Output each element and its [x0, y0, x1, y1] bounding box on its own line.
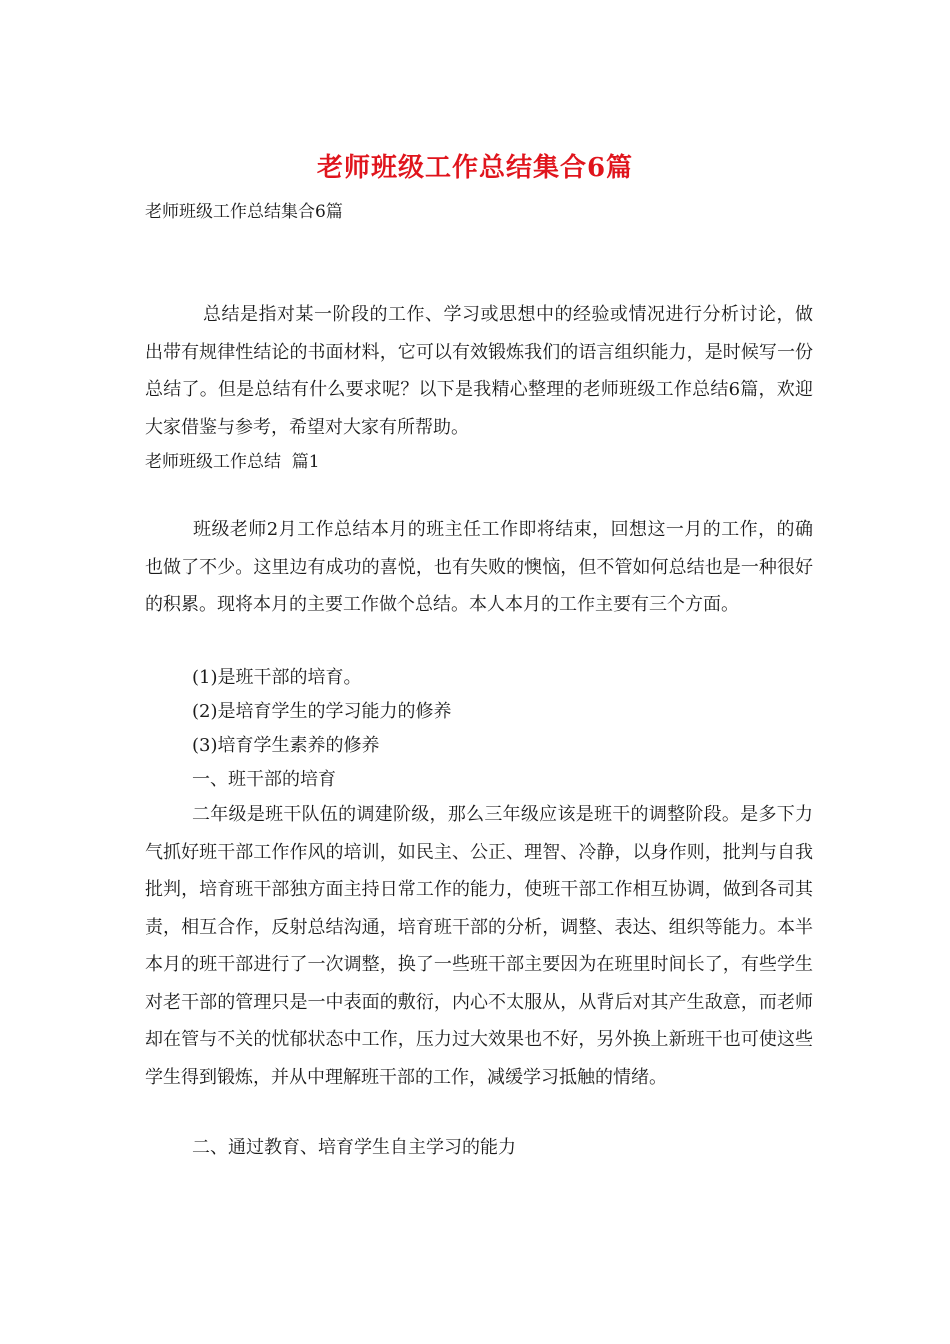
- section-heading: 二、通过教育、培育学生自主学习的能力: [192, 1137, 516, 1158]
- section1-intro-paragraph: 班级老师2月工作总结本月的班主任工作即将结束，回想这一月的工作，的确也做了不少。这里边有成功的喜悦，也有失败的懊恼，但不管如何总结也是一种很好的积累。现将本月的主要工作做个总结。本人本月的工作主要有三个方面。: [145, 519, 813, 615]
- list-item: (2)是培育学生的学习能力的修养: [192, 701, 452, 722]
- section-body-paragraph: 二年级是班干队伍的调建阶级，那么三年级应该是班干的调整阶段。是多下力气抓好班干部工作作风的培训，如民主、公正、理智、冷静，以身作则，批判与自我批判，培育班干部独方面主持日常工作的能力，使班干部工作相互协调，做到各司其责，相互合作，反射总结沟通，培育班干部的分析，调整、表达、组织等能力。本半本月的班干部进行了一次调整，换了一些班干部主要因为在班里时间长了，有些学生对老干部的管理只是一中表面的敷衍，内心不太服从，从背后对其产生敌意，而老师却在管与不关的忧郁状态中工作，压力过大效果也不好，另外换上新班干也可使这些学生得到锻炼，并从中理解班干部的工作，减缓学习抵触的情绪。: [145, 804, 813, 1088]
- list-item: (1)是班干部的培育。: [192, 667, 362, 688]
- document-title: 老师班级工作总结集合6篇: [316, 153, 634, 183]
- section-heading: 一、班干部的培育: [192, 769, 336, 790]
- section-label: 老师班级工作总结 篇1: [145, 452, 320, 472]
- document-subtitle: 老师班级工作总结集合6篇: [145, 202, 343, 222]
- intro-paragraph: 总结是指对某一阶段的工作、学习或思想中的经验或情况进行分析讨论，做出带有规律性结论的书面材料，它可以有效锻炼我们的语言组织能力，是时候写一份总结了。但是总结有什么要求呢？以下是我精心整理的老师班级工作总结6篇，欢迎大家借鉴与参考，希望对大家有所帮助。: [145, 304, 813, 438]
- list-item: (3)培育学生素养的修养: [192, 735, 380, 756]
